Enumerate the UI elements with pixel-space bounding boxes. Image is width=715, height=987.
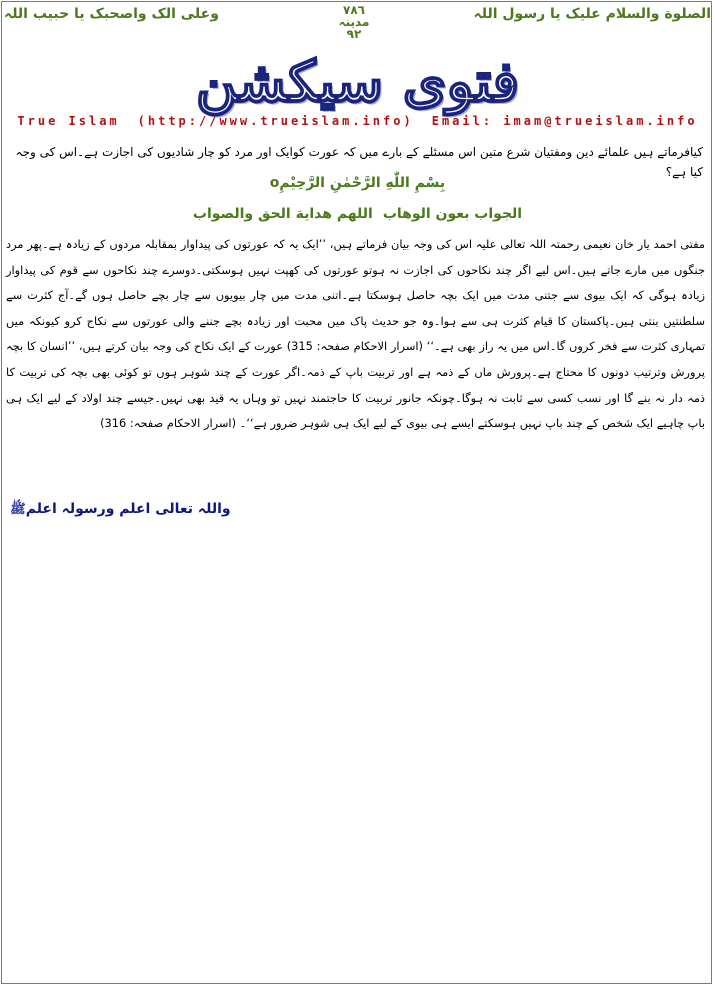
- question-text: کیافرماتے ہیں علمائے دین ومفتیان شرع متین اس مسئلے کے بارے میں کہ عورت کوایک اور مرد کو چار شادیوں کی اجازت ہے۔اس کی وجہ کیا ہے؟: [15, 145, 703, 179]
- site-name: True Islam: [17, 114, 120, 128]
- page-number-top: ۷۸٦: [343, 3, 365, 17]
- email-link[interactable]: imam@trueislam.info: [503, 114, 698, 128]
- bismillah: بِسْمِ اللّٰهِ الرَّحْمٰنِ الرَّحِيْمِo: [269, 175, 446, 191]
- closing-line: [6, 501, 709, 520]
- closing-text: واللہ تعالی اعلم ورسولہ اعلم: [25, 501, 231, 517]
- answer-body: [6, 232, 705, 437]
- salutation-seal-icon: ﷺ: [10, 502, 26, 517]
- page-number-bottom: ۹۲: [346, 27, 362, 41]
- answer-paragraph: مفتی احمد یار خان نعیمی رحمتہ اللہ تعالی علیہ اس کی وجہ بیان فرماتے ہیں، ’’ایک یہ کہ عورتوں کی پیداوار بمقابلہ مردوں کے زیادہ ہے۔پھر مرد جنگوں میں مارے جاتے ہیں۔اس لیے اگر چند نکاحوں کی اجازت نہ ہوتو عورتوں کی کھپت نہیں ہوسکتی۔دوسرے چند نکاحوں سے قوم کی پیداوار زیادہ ہوگی کہ ایک بیوی سے جتنی مدت میں ایک بچہ حاصل ہوسکتا ہے۔اتنی مدت میں چار بیویوں سے چار بچے حاصل ہوں گے۔آج کثرت سے سلطنتیں بنتی ہیں۔پاکستان کا قیام کثرت ہی سے ہوا۔وہ جو حدیث پاک میں محبت اور زیادہ بچے جننے والی عورتوں سے نکاح کرو کیونکہ میں تمہاری کثرت سے فخر کروں گا۔اس میں یہ راز بھی ہے۔‘‘ (اسرار الاحکام صفحہ: 315) عورت کے ایک نکاح کی وجہ بیان کرتے ہیں، ’’انسان کا بچہ پرورش وترتیب دونوں کا محتاج ہے۔پرورش ماں کے ذمہ ہے اور تربیت باپ کے ذمہ۔اگر عورت کے چند شوہر ہوں تو کوئی بھی بچہ کی تربیت کا ذمہ دار نہ بنے گا اور نسب کسی سے ثابت نہ ہوگا۔چونکہ جانور تربیت کا حاجتمند نہیں تو وہاں یہ قید بھی نہیں۔جیسے چند اولاد کے لیے ایک ہی باپ چاہیے ایک شخص کے چند باپ نہیں ہوسکتے ایسے ہی بیوی کے لیے ایک ہی شوہر ضرور ہے‘‘۔ (اسرار الاحکام صفحہ: 316): [6, 237, 705, 431]
- salawat-right: الصلوة والسلام علیک یا رسول اللہ: [473, 6, 711, 22]
- site-url-link[interactable]: (http://www.trueislam.info): [137, 114, 414, 128]
- header-bar: [4, 4, 711, 40]
- page-number-middle: مدینہ: [338, 15, 370, 29]
- page-number-block: [324, 4, 384, 40]
- answer-heading: [0, 206, 715, 222]
- page-title: فتوی سیکشن: [195, 49, 520, 115]
- email-label: Email:: [431, 114, 494, 128]
- answer-heading-part1: الجواب بعون الوھاب: [382, 206, 523, 222]
- salawat-left: وعلی الک واصحبک یا حبیب اللہ: [4, 6, 219, 22]
- answer-heading-part2: اللھم ھدایة الحق والصواب: [192, 206, 373, 222]
- contact-line: [0, 114, 715, 128]
